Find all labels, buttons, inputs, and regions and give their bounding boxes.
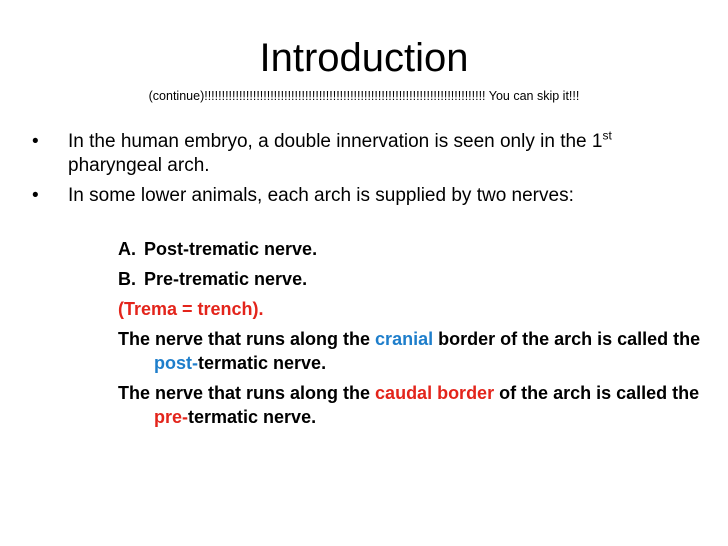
trema-note: (Trema = trench). (118, 299, 264, 319)
pre-highlight: pre- (154, 407, 189, 427)
bullet-item-1 (28, 130, 708, 178)
bullet-dot-icon: • (32, 131, 39, 152)
caudal-highlight: caudal border (375, 383, 495, 403)
list-item-b-text: Pre-trematic nerve. (144, 269, 308, 289)
post-highlight: post- (154, 353, 198, 373)
caudal-sentence-part2: of the arch is called the (494, 383, 700, 403)
sub-content (118, 237, 718, 435)
list-item-b-letter: B. (118, 269, 136, 289)
bullet-2-text: In some lower animals, each arch is supplied by two nerves: (68, 185, 574, 206)
cranial-sentence-part2: border of the arch is called the (433, 329, 701, 349)
list-item-b (118, 267, 718, 291)
bullet-1-text-before: In the human embryo, a double innervation is seen only in the 1 (68, 131, 603, 152)
list-item-a-text: Post-trematic nerve. (144, 239, 318, 259)
cranial-sentence-part3: termatic nerve. (198, 353, 327, 373)
list-item-a (118, 237, 718, 261)
bullet-item-2 (28, 184, 708, 208)
bullet-dot-icon: • (32, 185, 39, 206)
cranial-highlight: cranial (375, 329, 434, 349)
bullet-1-text-after: pharyngeal arch. (68, 155, 210, 176)
bullet-1-superscript: st (602, 128, 612, 143)
caudal-sentence-part1: The nerve that runs along the (118, 383, 376, 403)
cranial-sentence-part1: The nerve that runs along the (118, 329, 376, 349)
cranial-sentence (118, 327, 718, 375)
list-item-a-letter: A. (118, 239, 136, 259)
bullet-list (28, 130, 708, 214)
caudal-sentence (118, 381, 718, 429)
slide-subtitle: (continue)!!!!!!!!!!!!!!!!!!!!!!!!!!!!!!!!!!!!!!!!!!!!!!!!!!!!!!!!!!!!!!!!!!!!!!!!!!!!!!!!! You can skip it!!! (148, 89, 580, 103)
caudal-sentence-part3: termatic nerve. (188, 407, 317, 427)
slide-title: Introduction (259, 36, 469, 80)
